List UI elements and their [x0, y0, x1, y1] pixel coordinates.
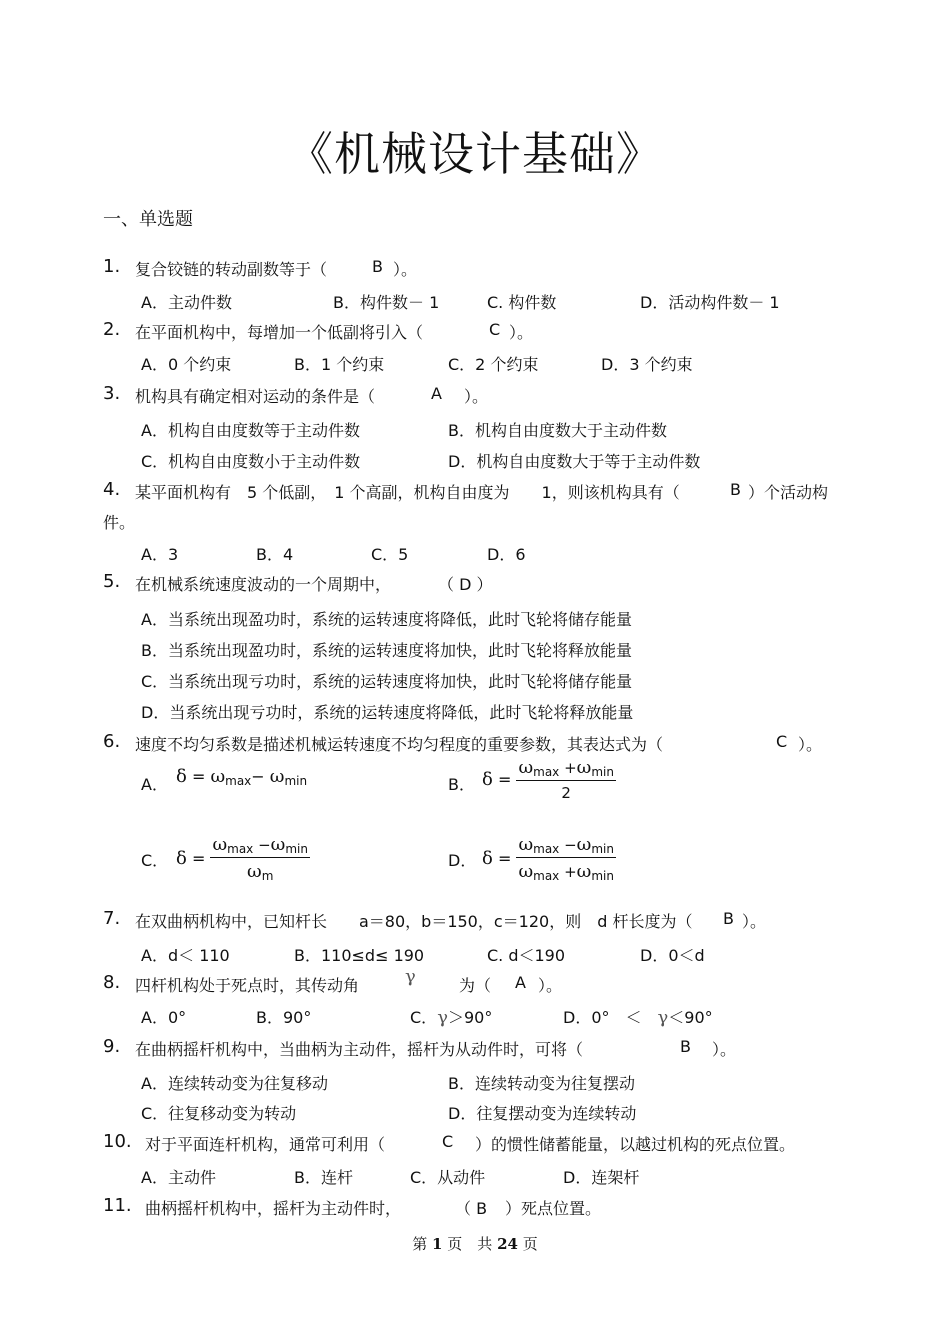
- option-c: C．从动件: [410, 1168, 486, 1187]
- option-c: C．当系统出现亏功时，系统的运转速度将加快，此时飞轮将储存能量: [141, 672, 633, 691]
- footer-mid: 页 共: [447, 1235, 493, 1253]
- question-number: 6.: [103, 731, 121, 752]
- option-c: C．机构自由度数小于主动件数: [141, 452, 361, 471]
- option-b: B．当系统出现盈功时，系统的运转速度将加快，此时飞轮将释放能量: [141, 641, 632, 660]
- option-a: A．0°: [141, 1008, 187, 1027]
- option-d: D．往复摆动变为连续转动: [448, 1104, 637, 1123]
- question-tail: ）。: [464, 387, 489, 406]
- option-b: B．连杆: [294, 1168, 353, 1187]
- question-number: 9.: [103, 1036, 121, 1057]
- question-tail: ）。: [712, 1040, 737, 1059]
- option-b: B．110≤d≤ 190: [294, 946, 425, 965]
- page-number: 1: [432, 1235, 443, 1253]
- question-tail: ）。: [742, 912, 767, 931]
- question-text: 机构具有确定相对运动的条件是（: [135, 387, 376, 406]
- option-a: A．d＜ 110: [141, 946, 230, 965]
- page-title: 《机械设计基础》: [287, 127, 663, 181]
- option-a: A．机构自由度数等于主动件数: [141, 421, 360, 440]
- option-a: A．: [141, 775, 168, 794]
- gamma-symbol: γ: [405, 966, 416, 987]
- question-text: 在机械系统速度波动的一个周期中，: [135, 575, 392, 594]
- answer: （ B: [455, 1199, 488, 1218]
- option-d: D．活动构件数－ 1: [640, 293, 780, 312]
- question-text: 曲柄摇杆机构中，摇杆为主动件时，: [145, 1199, 402, 1218]
- answer: B: [680, 1037, 691, 1056]
- question-text: 四杆机构处于死点时，其传动角: [135, 976, 360, 995]
- question-text-b: 为（: [459, 976, 492, 995]
- question-number: 2.: [103, 319, 121, 340]
- question-tail: ）。: [393, 260, 418, 279]
- question-tail: ）。: [538, 976, 563, 995]
- question-text: 在曲柄摇杆机构中，当曲柄为主动件，摇杆为从动件时，可将（: [135, 1040, 584, 1059]
- option-c: C. 构件数: [487, 293, 557, 312]
- option-b: B．90°: [256, 1008, 312, 1027]
- section-heading: 一、单选题: [103, 209, 193, 230]
- option-a: A．主动件: [141, 1168, 216, 1187]
- question-number: 5.: [103, 571, 121, 592]
- formula-d: δ = $\frac{\omega_{max} -\omega_{min}}{\omega_{max} +\omega_{min}}$: [482, 834, 614, 883]
- option-b: B．4: [256, 545, 294, 564]
- option-d: D．: [448, 851, 477, 870]
- answer: C: [489, 320, 501, 339]
- page-footer: [0, 1233, 950, 1254]
- question-tail: ）个活动构: [748, 483, 829, 502]
- option-d: D．6: [487, 545, 526, 564]
- answer: B: [723, 909, 734, 928]
- question-number: 10.: [103, 1131, 132, 1152]
- question-tail: ）的惯性储蓄能量，以越过机构的死点位置。: [475, 1135, 796, 1154]
- option-d: D．连架杆: [563, 1168, 640, 1187]
- option-c: C．: [141, 851, 169, 870]
- question-text: 复合铰链的转动副数等于（: [135, 260, 328, 279]
- answer: B: [372, 257, 383, 276]
- answer: （ D ）: [438, 575, 493, 594]
- formula-b: δ = $\frac{\omega_{max} +\omega_{min}}{2}$: [482, 757, 614, 802]
- question-number: 1.: [103, 256, 121, 277]
- option-b: B．: [448, 775, 475, 794]
- option-b: B．1 个约束: [294, 355, 385, 374]
- formula-a: $\delta = \omega_{max}- \omega_{min}$: [176, 766, 308, 788]
- question-text: 在双曲柄机构中，已知杆长 a＝80，b＝150，c＝120，则 d 杆长度为（: [135, 912, 693, 931]
- answer: C: [776, 732, 788, 751]
- option-a: A．3: [141, 545, 179, 564]
- footer-prefix: 第: [412, 1235, 428, 1253]
- formula-c: δ = $\frac{\omega_{max} -\omega_{min}}{\omega_m}$: [176, 834, 308, 883]
- option-d: D．0° ＜ γ＜90°: [563, 1007, 713, 1028]
- option-a: A．连续转动变为往复移动: [141, 1074, 328, 1093]
- question-number: 4.: [103, 479, 121, 500]
- question-number: 8.: [103, 972, 121, 993]
- option-c: C．γ＞90°: [410, 1007, 493, 1028]
- option-c: C．5: [371, 545, 409, 564]
- total-pages: 24: [497, 1235, 518, 1253]
- option-a: A．0 个约束: [141, 355, 232, 374]
- question-tail: ）。: [509, 323, 534, 342]
- option-a: A．主动件数: [141, 293, 232, 312]
- option-c: C．2 个约束: [448, 355, 539, 374]
- question-text: 速度不均匀系数是描述机械运转速度不均匀程度的重要参数，其表达式为（: [135, 735, 664, 754]
- question-tail: ）。: [798, 735, 823, 754]
- question-tail: ）死点位置。: [505, 1199, 602, 1218]
- option-c: C．往复移动变为转动: [141, 1104, 297, 1123]
- question-text: 对于平面连杆机构，通常可利用（: [145, 1135, 386, 1154]
- question-number: 11.: [103, 1195, 132, 1216]
- option-c: C. d＜190: [487, 946, 566, 965]
- footer-suffix: 页: [522, 1235, 538, 1253]
- question-number: 7.: [103, 908, 121, 929]
- question-text: 在平面机构中，每增加一个低副将引入（: [135, 323, 424, 342]
- answer: A: [515, 973, 526, 992]
- option-b: B．机构自由度数大于主动件数: [448, 421, 667, 440]
- option-d: D．机构自由度数大于等于主动件数: [448, 452, 701, 471]
- option-d: D．0＜d: [640, 946, 705, 965]
- option-b: B．连续转动变为往复摆动: [448, 1074, 635, 1093]
- option-d: D．当系统出现亏功时，系统的运转速度将降低，此时飞轮将释放能量: [141, 703, 634, 722]
- option-d: D．3 个约束: [601, 355, 693, 374]
- option-a: A．当系统出现盈功时，系统的运转速度将降低，此时飞轮将储存能量: [141, 610, 632, 629]
- option-b: B．构件数－ 1: [333, 293, 440, 312]
- question-number: 3.: [103, 383, 121, 404]
- answer: A: [431, 384, 442, 403]
- answer: C: [442, 1132, 454, 1151]
- question-text-continued: 件。: [103, 513, 136, 532]
- question-text: 某平面机构有 5 个低副， 1 个高副，机构自由度为 1，则该机构具有（: [135, 483, 680, 502]
- answer: B: [730, 480, 741, 499]
